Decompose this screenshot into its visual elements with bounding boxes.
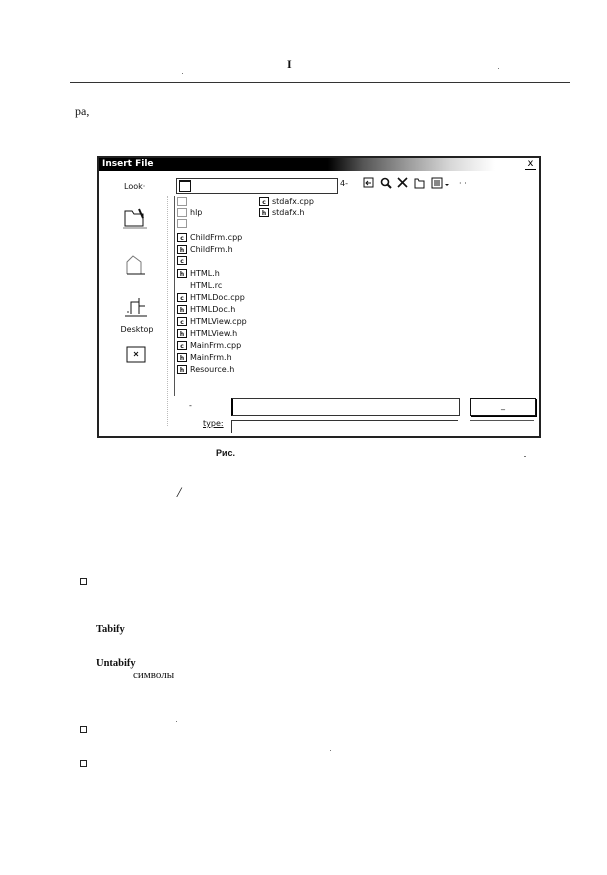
term-untabify: Untabify [96, 658, 136, 669]
cpp-file-icon: c [259, 197, 269, 206]
tools-menu-icon[interactable]: · · [459, 179, 467, 188]
up-one-level-button[interactable]: 4- [340, 179, 348, 188]
ok-button[interactable]: _ [470, 398, 536, 416]
places-item-history[interactable] [119, 206, 153, 232]
look-in-label: Look· [124, 182, 146, 191]
cpp-file-icon: c [177, 233, 187, 242]
list-item[interactable]: c ChildFrm.cpp [177, 232, 242, 243]
cancel-button[interactable] [470, 420, 534, 433]
list-item[interactable] [177, 218, 190, 229]
places-item-favorites[interactable] [119, 344, 153, 370]
places-item-documents[interactable] [119, 252, 153, 278]
header-file-icon: h [177, 353, 187, 362]
cpp-file-icon: c [177, 256, 187, 265]
scan-speck [330, 750, 331, 751]
back-icon[interactable] [363, 177, 374, 192]
list-bullet [80, 578, 87, 585]
new-folder-icon[interactable] [414, 177, 426, 193]
figure-caption: Рис. [216, 448, 236, 458]
cpp-file-icon: c [177, 317, 187, 326]
insert-file-dialog [97, 156, 541, 438]
list-item[interactable]: h HTML.h [177, 268, 220, 279]
folder-icon [177, 197, 187, 206]
list-item[interactable]: h stdafx.h [259, 207, 304, 218]
header-file-icon: h [177, 245, 187, 254]
slash-mark: / [177, 485, 182, 501]
dialog-title: Insert File [102, 159, 154, 169]
resource-file-icon [177, 281, 187, 290]
header-file-icon: h [177, 305, 187, 314]
dialog-titlebar[interactable] [99, 158, 539, 171]
file-name-label: - [189, 401, 192, 410]
close-icon[interactable] [397, 177, 408, 192]
list-item[interactable]: c stdafx.cpp [259, 196, 314, 207]
file-name-input[interactable] [231, 398, 460, 416]
look-in-dropdown[interactable] [176, 178, 338, 194]
places-item-desktop[interactable] [119, 294, 153, 320]
page-number-mark: I [287, 57, 292, 71]
close-button[interactable]: x [525, 159, 536, 170]
list-item[interactable]: c MainFrm.cpp [177, 340, 241, 351]
scan-speck [176, 721, 177, 722]
header-file-icon: h [177, 329, 187, 338]
list-item[interactable] [177, 196, 190, 207]
list-item[interactable]: HTML.rc [177, 280, 222, 291]
scan-speck [524, 456, 526, 457]
list-item[interactable]: c HTMLView.cpp [177, 316, 247, 327]
folder-icon [179, 180, 191, 192]
list-item[interactable] [177, 255, 190, 266]
scan-speck [498, 68, 499, 69]
header-rule [70, 82, 570, 83]
header-file-icon: h [177, 269, 187, 278]
list-item[interactable]: h HTMLView.h [177, 328, 237, 339]
scan-speck [182, 73, 183, 74]
header-file-icon: h [259, 208, 269, 217]
cpp-file-icon: c [177, 293, 187, 302]
list-bullet [80, 760, 87, 767]
search-icon[interactable] [380, 177, 392, 193]
cpp-file-icon: c [177, 341, 187, 350]
list-item[interactable]: h Resource.h [177, 364, 234, 375]
term-description: символы [133, 669, 175, 681]
list-bullet [80, 726, 87, 733]
term-tabify: Tabify [96, 624, 125, 635]
places-bar [105, 196, 168, 426]
list-item[interactable]: h HTMLDoc.h [177, 304, 235, 315]
places-desktop-label: Desktop [120, 325, 154, 334]
file-type-label: type: [203, 419, 224, 428]
file-list[interactable] [174, 196, 535, 396]
views-icon[interactable] [431, 177, 451, 193]
folder-icon [177, 219, 187, 228]
list-item[interactable]: h MainFrm.h [177, 352, 232, 363]
folder-icon [177, 208, 187, 217]
list-item[interactable]: hlp [177, 207, 202, 218]
paragraph-fragment: pa, [75, 104, 90, 118]
header-file-icon: h [177, 365, 187, 374]
file-type-dropdown[interactable] [231, 420, 458, 433]
list-item[interactable]: c HTMLDoc.cpp [177, 292, 245, 303]
list-item[interactable]: h ChildFrm.h [177, 244, 233, 255]
